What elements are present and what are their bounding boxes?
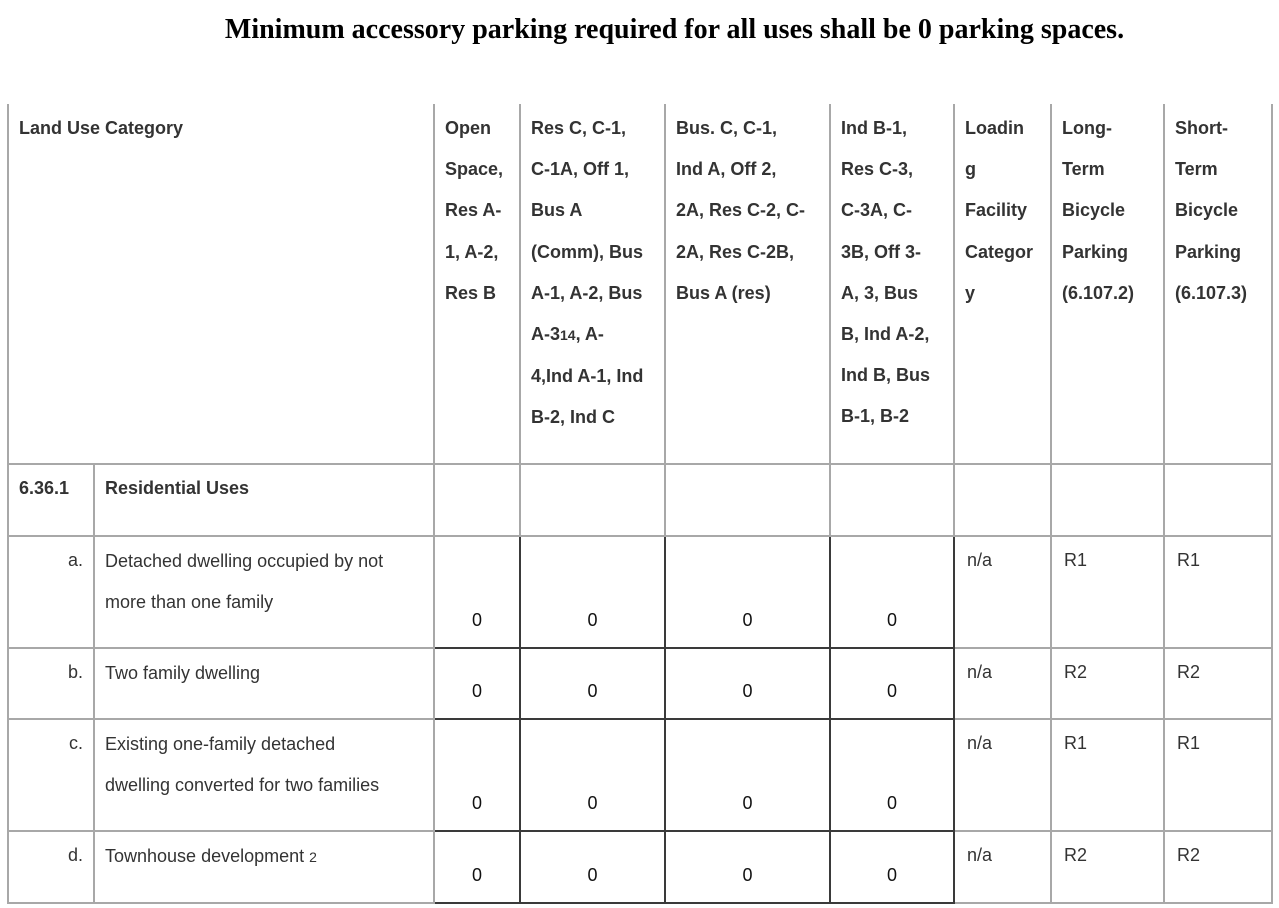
section-title: Residential Uses [94, 464, 434, 536]
res-c-value: 0 [520, 648, 665, 719]
long-term-bicycle-value: R2 [1051, 648, 1164, 719]
empty-cell [830, 464, 954, 536]
header-res-c-districts: Res C, C-1, C-1A, Off 1, Bus A (Comm), Bus A-1, A-2, Bus A-314, A- 4,Ind A-1, Ind B-2, Ind C [520, 104, 665, 464]
open-space-value: 0 [434, 648, 520, 719]
row-letter: d. [8, 831, 94, 903]
page-title: Minimum accessory parking required for all uses shall be 0 parking spaces. [224, 14, 1125, 45]
empty-cell [1164, 464, 1272, 536]
ind-b1-value: 0 [830, 648, 954, 719]
long-term-bicycle-value: R1 [1051, 536, 1164, 648]
long-term-bicycle-value: R1 [1051, 719, 1164, 831]
ind-b1-value: 0 [830, 831, 954, 903]
section-row [8, 464, 1272, 536]
res-c-value: 0 [520, 831, 665, 903]
row-description: Detached dwelling occupied by not more than one family [94, 536, 434, 648]
footnote-ref: 2 [309, 849, 317, 865]
ind-b1-value: 0 [830, 719, 954, 831]
open-space-value: 0 [434, 831, 520, 903]
bus-c-value: 0 [665, 831, 830, 903]
ind-b1-value: 0 [830, 536, 954, 648]
row-description: Existing one-family detached dwelling converted for two families [94, 719, 434, 831]
empty-cell [520, 464, 665, 536]
res-c-value: 0 [520, 536, 665, 648]
bus-c-value: 0 [665, 536, 830, 648]
loading-value: n/a [954, 536, 1051, 648]
header-long-term-bicycle-parking: Long- Term Bicycle Parking (6.107.2) [1051, 104, 1164, 464]
parking-requirements-table [7, 104, 1273, 904]
header-row [8, 104, 1272, 464]
loading-value: n/a [954, 719, 1051, 831]
res-c-value: 0 [520, 719, 665, 831]
short-term-bicycle-value: R1 [1164, 719, 1272, 831]
table-row [8, 719, 1272, 831]
loading-value: n/a [954, 831, 1051, 903]
table-row [8, 831, 1272, 903]
empty-cell [1051, 464, 1164, 536]
short-term-bicycle-value: R2 [1164, 831, 1272, 903]
row-letter: a. [8, 536, 94, 648]
row-letter: b. [8, 648, 94, 719]
row-description: Two family dwelling [94, 648, 434, 719]
header-short-term-bicycle-parking: Short- Term Bicycle Parking (6.107.3) [1164, 104, 1272, 464]
bus-c-value: 0 [665, 648, 830, 719]
header-open-space-districts: Open Space, Res A- 1, A-2, Res B [434, 104, 520, 464]
section-number: 6.36.1 [8, 464, 94, 536]
empty-cell [434, 464, 520, 536]
open-space-value: 0 [434, 536, 520, 648]
open-space-value: 0 [434, 719, 520, 831]
row-description: Townhouse development 2 [94, 831, 434, 903]
empty-cell [954, 464, 1051, 536]
loading-value: n/a [954, 648, 1051, 719]
header-line-with-footnote: A-314, A- [531, 324, 604, 345]
header-loading-facility-category: Loadin g Facility Categor y [954, 104, 1051, 464]
header-land-use-category: Land Use Category [8, 104, 434, 464]
table-row [8, 536, 1272, 648]
header-ind-b1-districts: Ind B-1, Res C-3, C-3A, C- 3B, Off 3- A, 3, Bus B, Ind A-2, Ind B, Bus B-1, B-2 [830, 104, 954, 464]
row-letter: c. [8, 719, 94, 831]
empty-cell [665, 464, 830, 536]
table-row [8, 648, 1272, 719]
long-term-bicycle-value: R2 [1051, 831, 1164, 903]
short-term-bicycle-value: R1 [1164, 536, 1272, 648]
header-bus-c-districts: Bus. C, C-1, Ind A, Off 2, 2A, Res C-2, C- 2A, Res C-2B, Bus A (res) [665, 104, 830, 464]
footnote-ref: 14 [560, 327, 576, 344]
bus-c-value: 0 [665, 719, 830, 831]
short-term-bicycle-value: R2 [1164, 648, 1272, 719]
